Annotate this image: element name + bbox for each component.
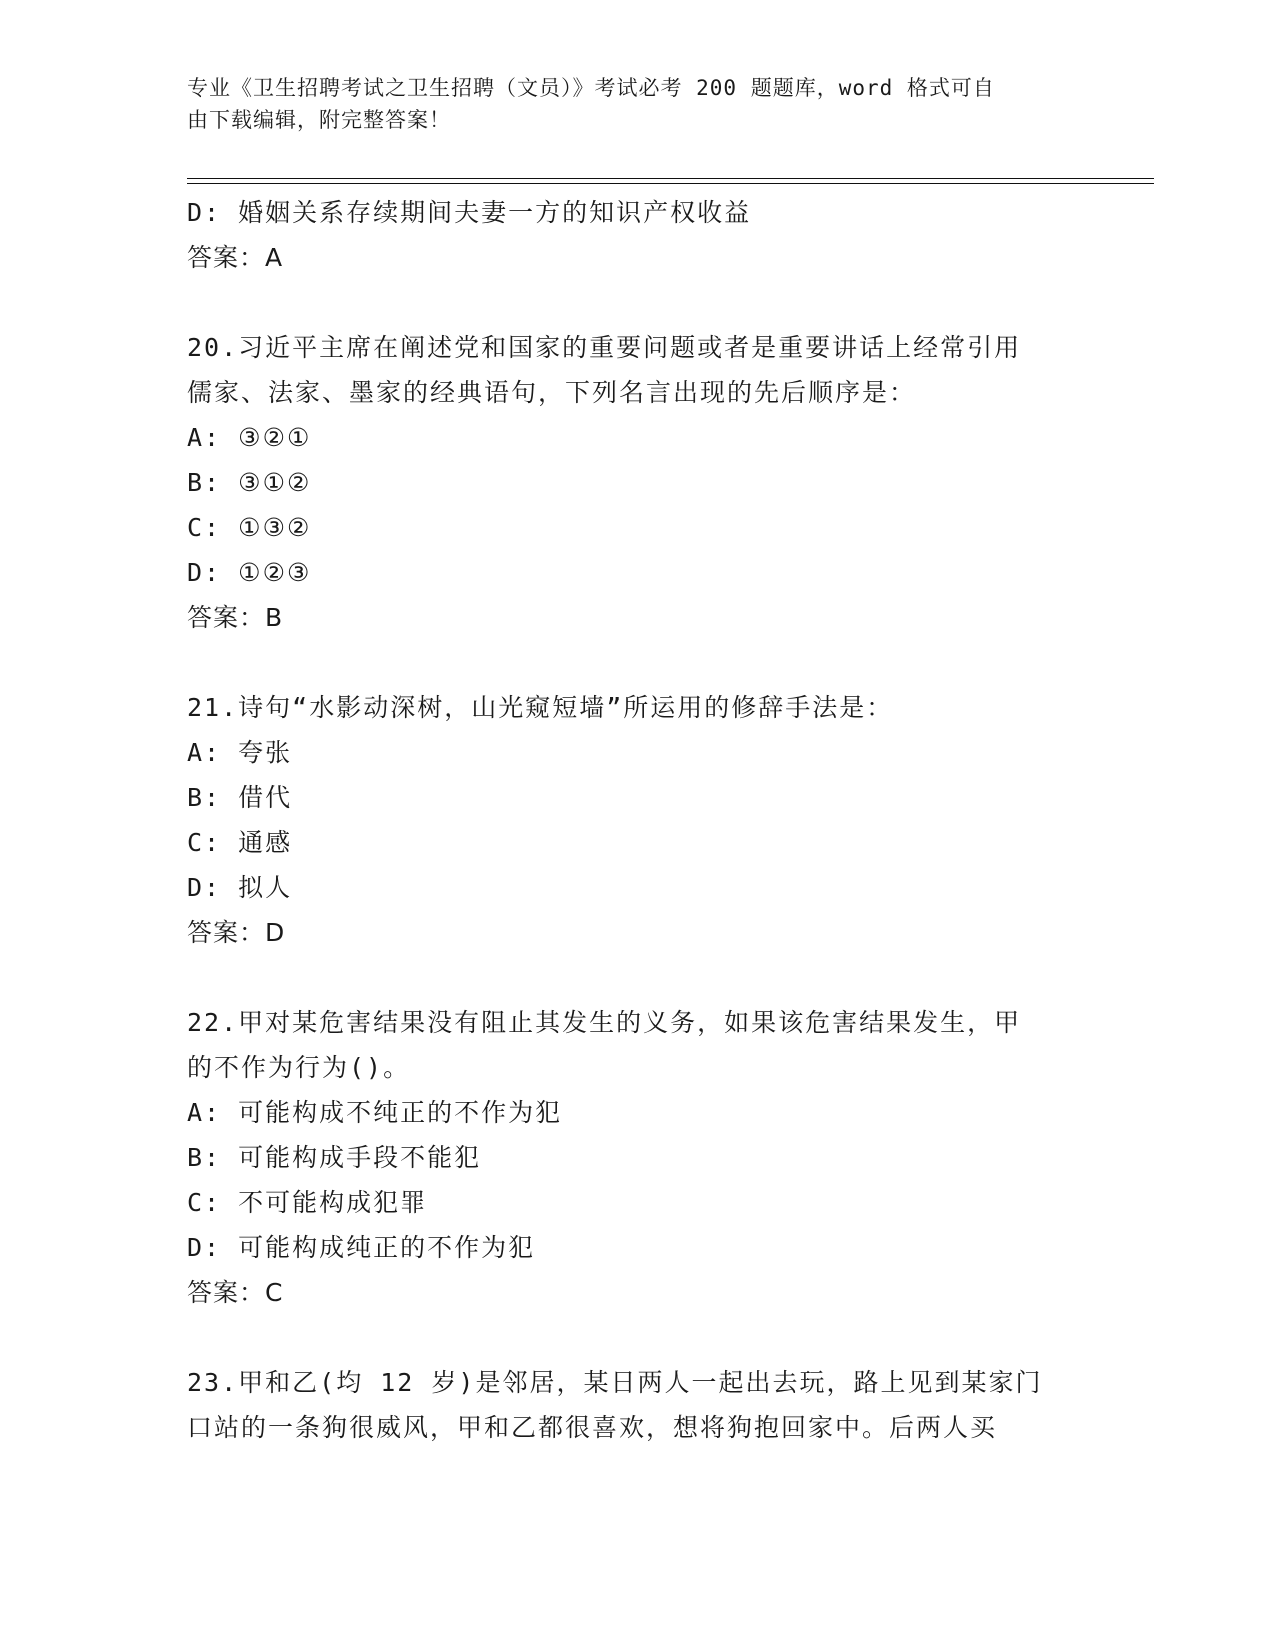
answer-line: 答案：B	[187, 603, 284, 632]
question-23	[187, 1360, 1087, 1450]
option-d: D: ①②③	[187, 558, 312, 587]
question-22	[187, 1000, 1087, 1316]
option-c: C: ①③②	[187, 513, 312, 542]
option-d: D: 拟人	[187, 873, 293, 902]
header-divider-bottom	[187, 183, 1154, 184]
option-c: C: 不可能构成犯罪	[187, 1188, 428, 1217]
question-text: 儒家、法家、墨家的经典语句，下列名言出现的先后顺序是：	[187, 378, 917, 407]
question-text: 的不作为行为()。	[187, 1053, 411, 1082]
question-text: 21.诗句“水影动深树，山光窥短墙”所运用的修辞手法是：	[187, 693, 894, 722]
header-divider-top	[187, 178, 1154, 179]
header-line-2: 由下载编辑，附完整答案！	[187, 108, 451, 132]
option-b: B: ③①②	[187, 468, 312, 497]
answer-line: 答案：A	[187, 243, 284, 272]
option-d: D: 可能构成纯正的不作为犯	[187, 1233, 536, 1262]
question-text: 23.甲和乙(均 12 岁)是邻居，某日两人一起出去玩，路上见到某家门	[187, 1368, 1043, 1397]
question-text: 口站的一条狗很威风，甲和乙都很喜欢，想将狗抱回家中。后两人买	[187, 1413, 998, 1442]
option-c: C: 通感	[187, 828, 293, 857]
option-a: A: ③②①	[187, 423, 312, 452]
question-20	[187, 325, 1087, 641]
option-b: B: 可能构成手段不能犯	[187, 1143, 482, 1172]
question-text: 20.习近平主席在阐述党和国家的重要问题或者是重要讲话上经常引用	[187, 333, 1022, 362]
header-line-1: 专业《卫生招聘考试之卫生招聘（文员）》考试必考 200 题题库，word 格式可自	[187, 76, 995, 100]
answer-line: 答案：C	[187, 1278, 284, 1307]
document-body	[187, 190, 1087, 1450]
question-text: 22.甲对某危害结果没有阻止其发生的义务，如果该危害结果发生，甲	[187, 1008, 1022, 1037]
option-b: B: 借代	[187, 783, 293, 812]
document-header	[187, 72, 1067, 136]
option-a: A: 夸张	[187, 738, 293, 767]
option-d: D: 婚姻关系存续期间夫妻一方的知识产权收益	[187, 198, 752, 227]
question-21	[187, 685, 1087, 956]
option-a: A: 可能构成不纯正的不作为犯	[187, 1098, 563, 1127]
answer-line: 答案：D	[187, 918, 286, 947]
